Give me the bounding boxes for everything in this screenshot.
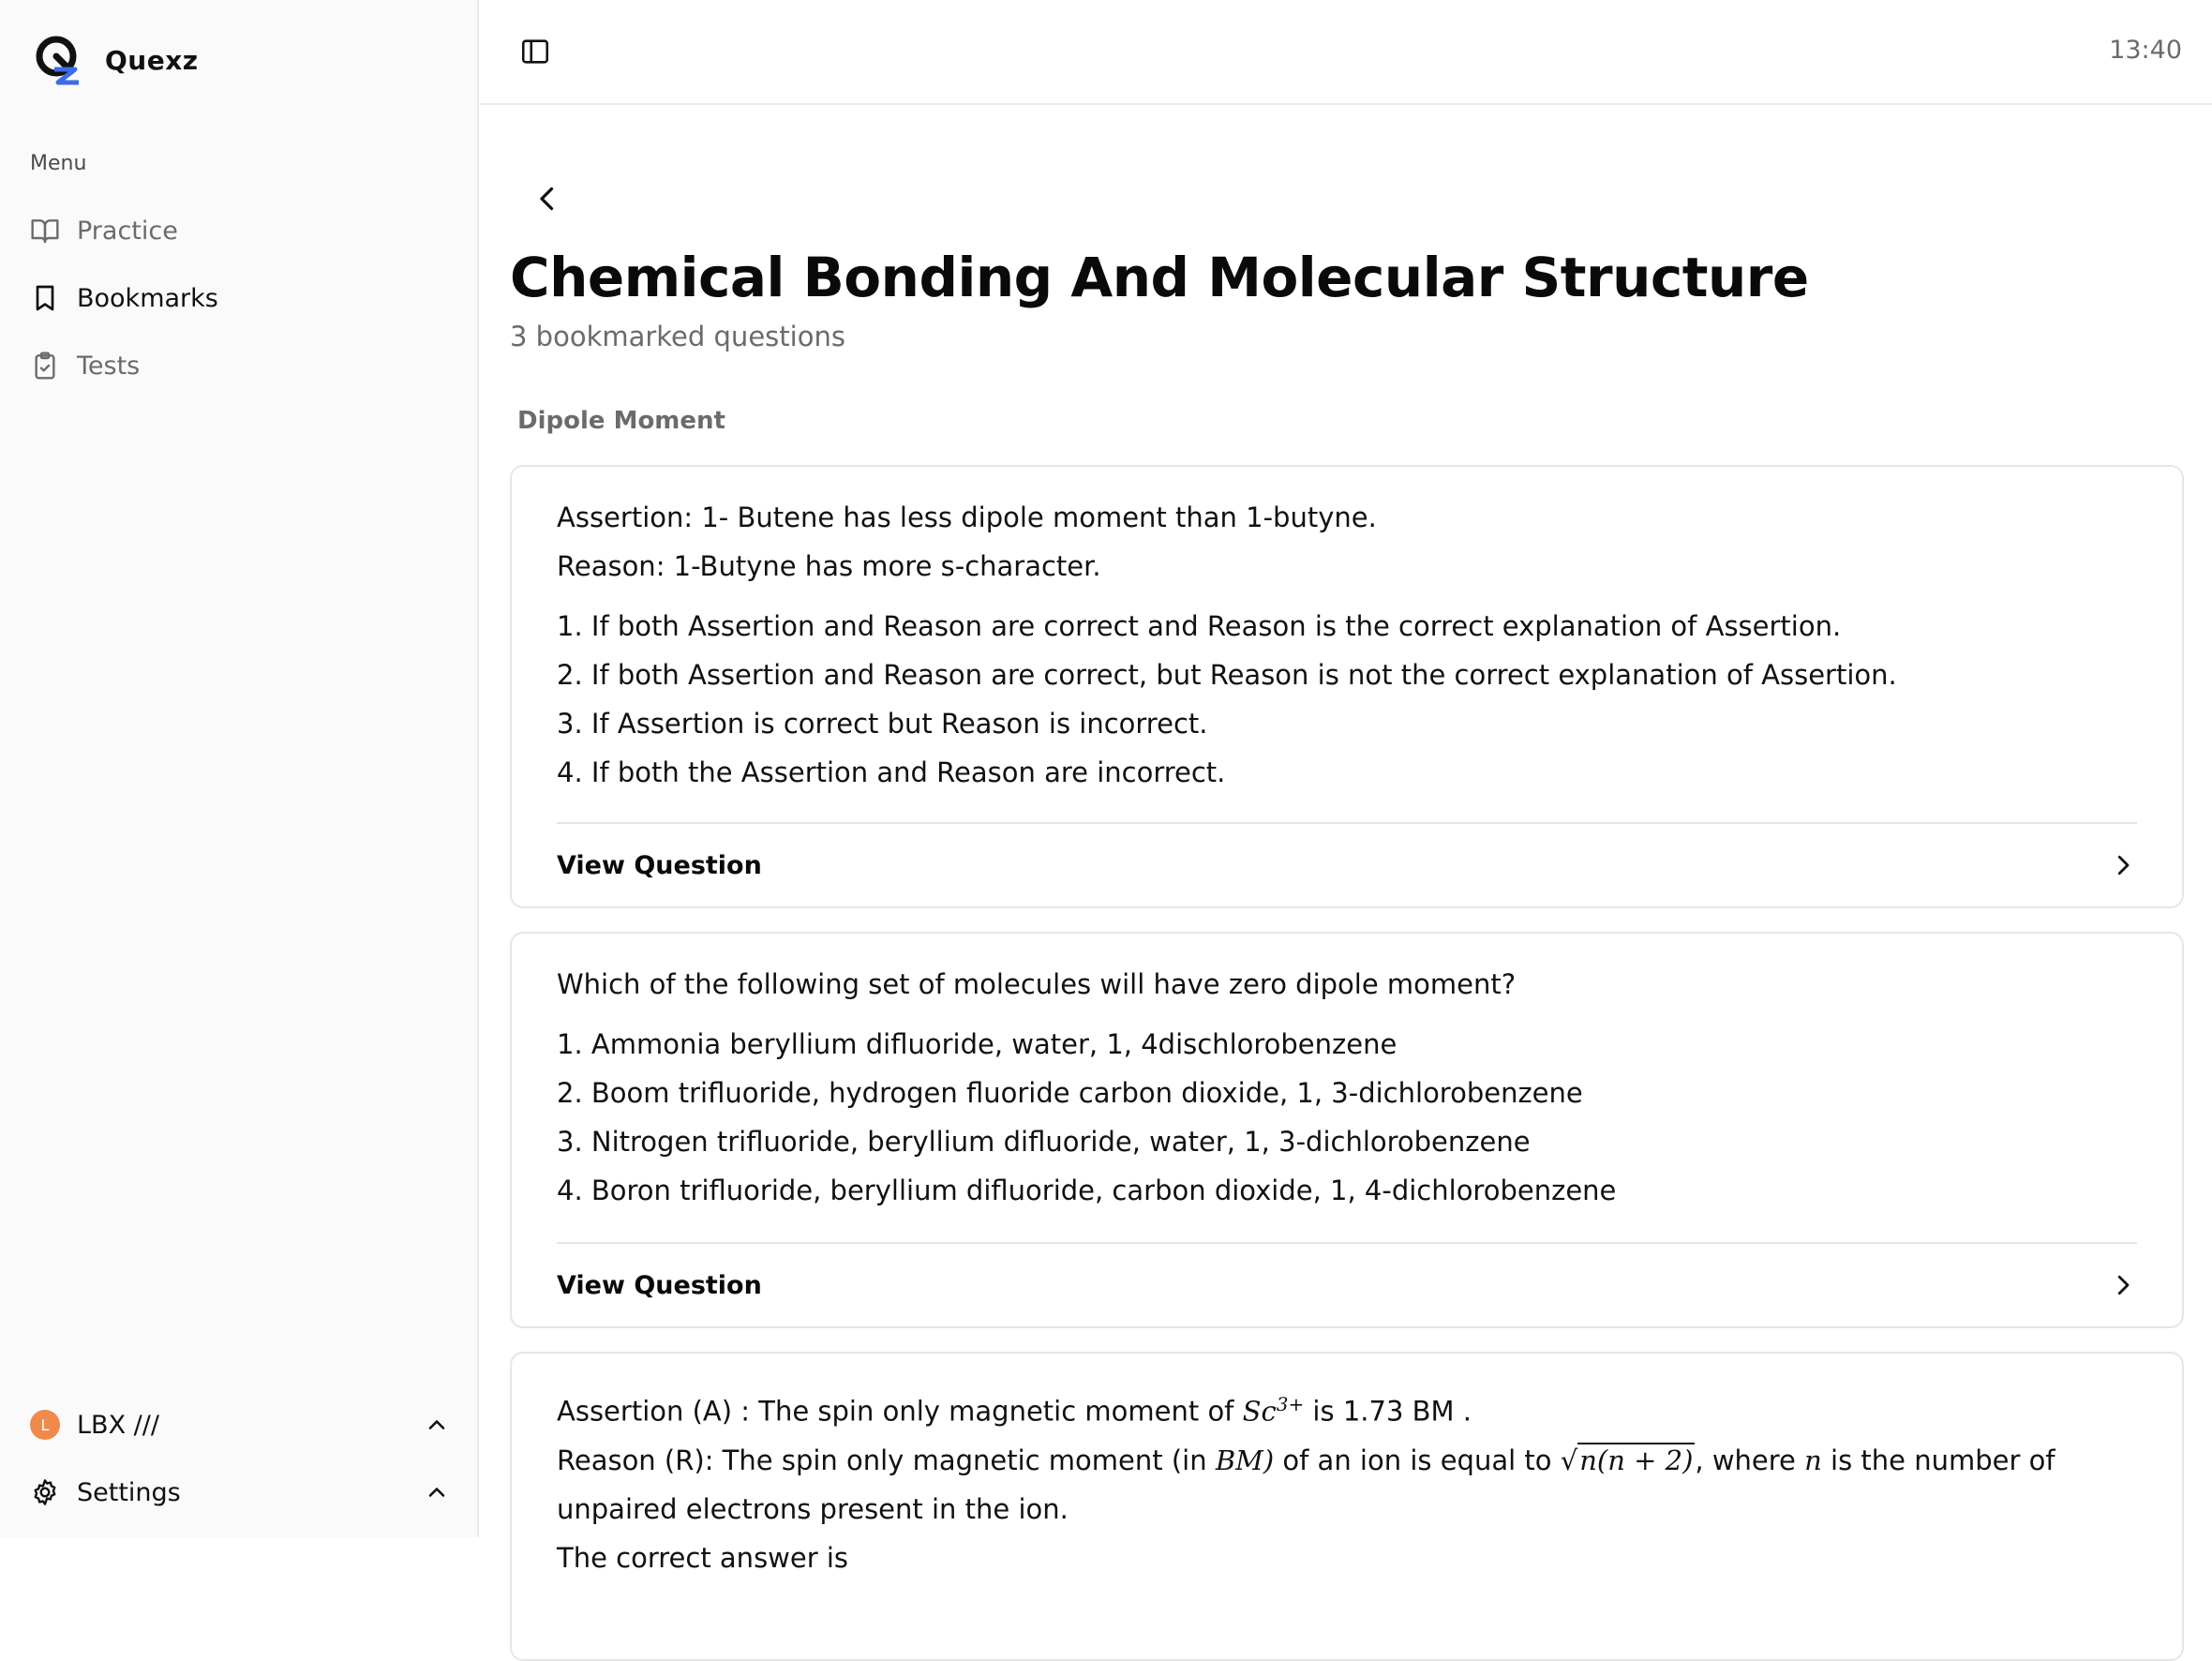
question-line: Reason (R): The spin only magnetic moment (in BM) of an ion is equal to √n(n + 2), where n is the number of bbox=[557, 1444, 2055, 1476]
sidebar-item-practice[interactable] bbox=[30, 197, 452, 264]
question-card bbox=[510, 465, 2184, 908]
settings-button[interactable] bbox=[30, 1459, 450, 1526]
option: 3. If Assertion is correct but Reason is incorrect. bbox=[557, 708, 1208, 740]
sidebar-footer bbox=[30, 1391, 450, 1526]
option: 2. Boom trifluoride, hydrogen fluoride carbon dioxide, 1, 3-dichlorobenzene bbox=[557, 1077, 1583, 1109]
brand[interactable] bbox=[34, 34, 199, 86]
section-label: Dipole Moment bbox=[517, 407, 725, 435]
chevron-right-icon bbox=[2109, 1271, 2137, 1299]
quexz-logo-icon bbox=[34, 34, 86, 86]
question-card bbox=[510, 932, 2184, 1328]
sidebar-item-bookmarks[interactable] bbox=[30, 264, 452, 332]
sidebar-nav bbox=[30, 197, 452, 399]
question-line: The correct answer is bbox=[557, 1541, 849, 1574]
chevron-up-icon bbox=[424, 1412, 450, 1438]
sidebar-toggle-icon[interactable] bbox=[519, 36, 551, 67]
view-question-label: View Question bbox=[557, 1270, 762, 1300]
top-bar bbox=[480, 0, 2212, 105]
option: 3. Nitrogen trifluoride, beryllium difluoride, water, 1, 3-dichlorobenzene bbox=[557, 1126, 1531, 1158]
sidebar-item-tests[interactable] bbox=[30, 332, 452, 399]
clock: 13:40 bbox=[2109, 36, 2182, 65]
question-line: unpaired electrons present in the ion. bbox=[557, 1492, 1069, 1525]
question-line: Assertion (A) : The spin only magnetic moment of $Sc^{3+}$ is 1.73 BM . bbox=[557, 1393, 1472, 1428]
question-line: Reason: 1-Butyne has more s-character. bbox=[557, 550, 1101, 582]
view-question-label: View Question bbox=[557, 850, 762, 880]
page-title: Chemical Bonding And Molecular Structure bbox=[510, 246, 1809, 309]
sidebar-item-label: Practice bbox=[77, 216, 178, 246]
book-open-icon bbox=[30, 216, 60, 246]
option: 1. If both Assertion and Reason are correct and Reason is the correct explanation of Assertion. bbox=[557, 610, 1842, 642]
gear-icon bbox=[30, 1477, 60, 1507]
question-card bbox=[510, 1352, 2184, 1661]
option: 4. If both the Assertion and Reason are incorrect. bbox=[557, 756, 1226, 788]
menu-label: Menu bbox=[30, 152, 87, 175]
question-line: Which of the following set of molecules will have zero dipole moment? bbox=[557, 968, 1517, 1000]
option: 1. Ammonia beryllium difluoride, water, 1, 4dischlorobenzene bbox=[557, 1028, 1397, 1060]
question-line: Assertion: 1- Butene has less dipole moment than 1-butyne. bbox=[557, 501, 1377, 533]
view-question-button[interactable] bbox=[557, 1242, 2137, 1326]
bookmark-count: 3 bookmarked questions bbox=[510, 321, 845, 352]
chevron-right-icon bbox=[2109, 851, 2137, 879]
back-icon[interactable] bbox=[531, 182, 564, 216]
chevron-up-icon bbox=[424, 1479, 450, 1505]
user-name: LBX /// bbox=[77, 1410, 159, 1440]
clipboard-check-icon bbox=[30, 351, 60, 381]
option: 2. If both Assertion and Reason are correct, but Reason is not the correct explanation of Assertion. bbox=[557, 659, 1897, 691]
bookmark-icon bbox=[30, 283, 60, 313]
avatar: L bbox=[30, 1410, 60, 1440]
brand-name: Quexz bbox=[105, 44, 199, 76]
sidebar-item-label: Tests bbox=[77, 351, 141, 381]
view-question-button[interactable] bbox=[557, 822, 2137, 906]
user-menu-button[interactable] bbox=[30, 1391, 450, 1459]
option: 4. Boron trifluoride, beryllium difluoride, carbon dioxide, 1, 4-dichlorobenzene bbox=[557, 1175, 1617, 1206]
sidebar-item-label: Bookmarks bbox=[77, 283, 218, 313]
sidebar bbox=[0, 0, 479, 1537]
settings-label: Settings bbox=[77, 1477, 181, 1507]
